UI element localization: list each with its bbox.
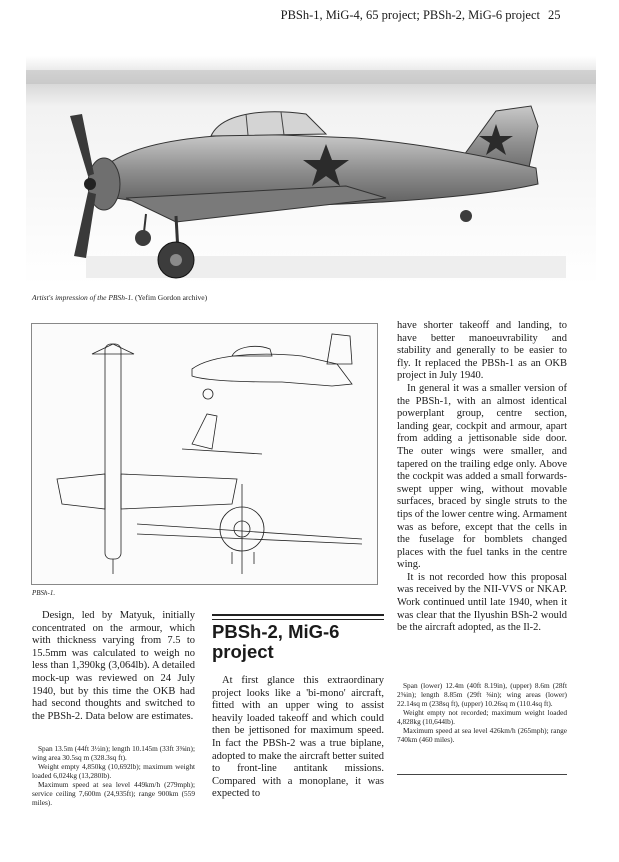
image-caption-text: Artist's impression of the PBSh-1. [32, 293, 134, 302]
column3-paragraph: have shorter takeoff and landing, to have better manoeuvrability and stability and generally to be easier to fly. It replaced the PBSh-1 as an OKB project in July 1940. [397, 320, 567, 382]
three-view-drawing [31, 323, 378, 585]
specs-rule [397, 774, 567, 775]
spec-dimensions: Span 13.5m (44ft 3½in); length 10.145m (33ft 3⅜in); wing area 30.5sq m (328.3sq ft). [32, 744, 195, 762]
column3-paragraph: In general it was a smaller version of the PBSh-1, with an almost identical powerplant group, centre section, landing gear, cockpit and armour, apart from adding a jettisonable side door. The outer wings were smaller, and tapered on the trailing edge only. Above the cockpit was added a small forwards-swept upper wing, without movable surfaces, braced by single struts to the tips of the lower centre wing. Armament was as before, except that the cells in the fuselage for bomblets changed places with the fuel tanks in the centre wing. [397, 382, 567, 571]
spec-weights: Weight empty 4,850kg (10,692lb); maximum weight loaded 6,024kg (13,280lb). [32, 762, 195, 780]
aircraft-artwork-image [26, 56, 596, 286]
front-view [137, 484, 362, 574]
running-title: PBSh-1, MiG-4, 65 project; PBSh-2, MiG-6 project [280, 8, 540, 22]
side-view [192, 334, 352, 399]
plan-view [57, 344, 237, 574]
spec-dimensions: Span (lower) 12.4m (40ft 8.19in), (upper) 8.6m (28ft 2⅝in); length 8.85m (29ft ⅜in); wing areas (lower) 22.14sq m (238sq ft), (upper) 10.26sq m (110.4sq ft). [397, 681, 567, 708]
image-credit: (Yefim Gordon archive) [135, 293, 208, 302]
section-rule [212, 614, 384, 620]
drawing-caption: PBSh-1. [32, 589, 56, 597]
column3-paragraph: It is not recorded how this proposal was received by the NII-VVS or NKAP. Work continued until late 1940, when it was clear that the Ilyushin BSh-2 would be the aircraft adopted, as the Il-2. [397, 571, 567, 634]
column1-body: Design, led by Matyuk, initially concentrated on the armour, which with thickness varying from 7.5 to 15.5mm was calculated to weigh no less than 1,390kg (3,064lb). A detailed mock-up was reviewed on 24 July 1940, but by this time the OKB had had second thoughts and switched to the PBSh-2. Data below are estimates. [32, 610, 195, 722]
column3-body [397, 320, 567, 635]
column3-specs [397, 681, 567, 744]
spec-performance: Maximum speed at sea level 449km/h (279mph); service ceiling 7,600m (24,935ft); range 900km (559 miles). [32, 780, 195, 807]
page-number: 25 [548, 8, 561, 22]
column1-specs [32, 744, 195, 807]
section-heading: PBSh-2, MiG-6 project [212, 621, 340, 662]
image-caption [32, 293, 207, 302]
mid-view [182, 414, 262, 454]
spec-weights: Weight empty not recorded; maximum weight loaded 4,828kg (10,644lb). [397, 708, 567, 726]
spec-performance: Maximum speed at sea level 426km/h (265mph); range 740km (460 miles). [397, 726, 567, 744]
column2-body: At first glance this extraordinary project looks like a 'bi-mono' aircraft, fitted with an upper wing to assist heavily loaded takeoff and which could then be jettisoned for maximum speed. In fact the PBSh-2 was a true biplane, adopted to make the aircraft better suited to front-line antitank missions. Compared with a monoplane, it was expected to [212, 675, 385, 800]
